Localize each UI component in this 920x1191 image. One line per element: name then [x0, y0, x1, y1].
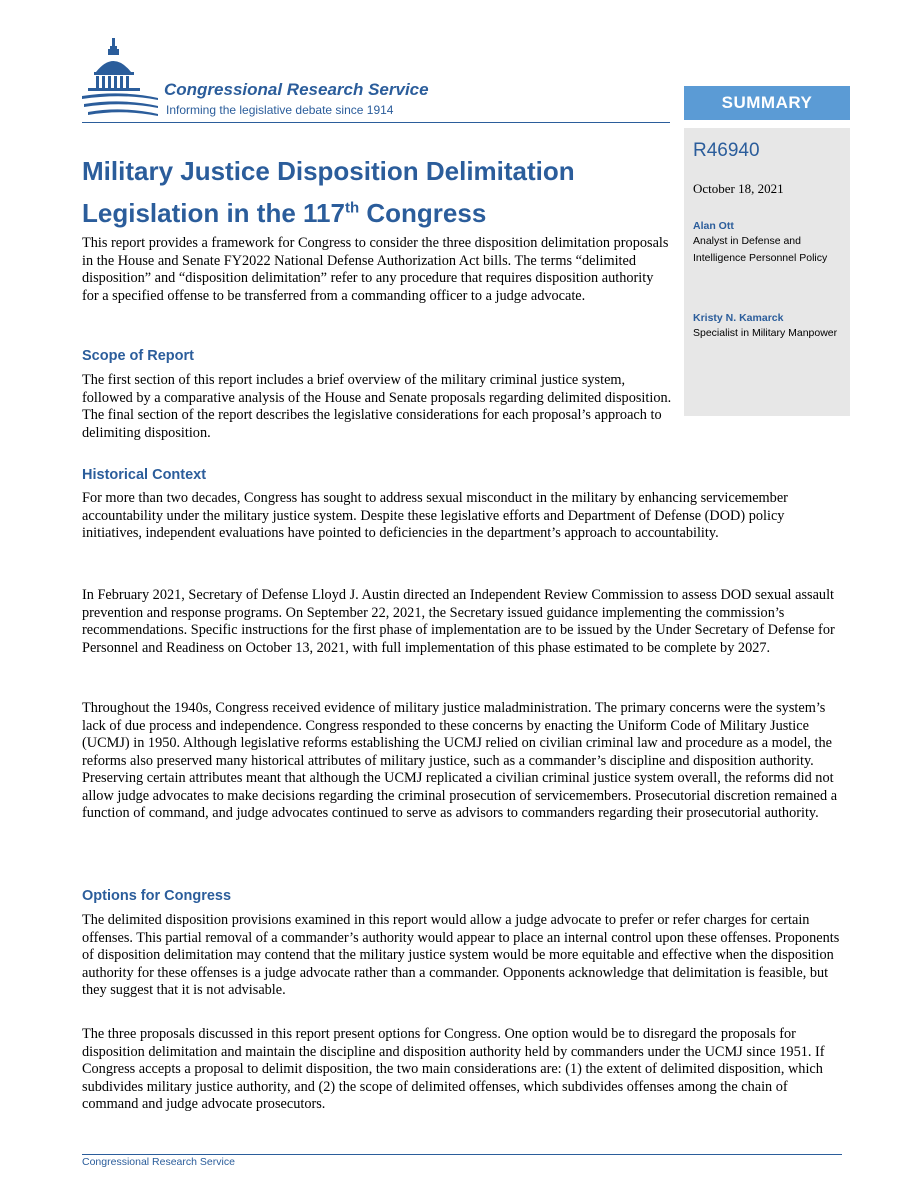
options-paragraph-2: The three proposals discussed in this report present options for Congress. One option would be to disregard the proposals for disposition delimitation and maintain the discipline and disposition authority held by commanders under the UCMJ since 1951. If Congress accepts a proposal to delimit disposition, the two main considerations are: (1) the extent of delimited disposition, which subdivides military justice authority, and (2) the scope of delimited offenses, which subdivides offenses among the chain of command and judge advocate prosecutors.	[82, 1026, 825, 1112]
historical-paragraph-2: In February 2021, Secretary of Defense Lloyd J. Austin directed an Independent Review Commission to assess DOD sexual assault prevention and response programs. On September 22, 2021, the Secretary issued guidance implementing the commission’s recommendations. Specific instructions for the first phase of implementation are to be issued by the Under Secretary of Defense for Personnel and Readiness on October 13, 2021, with full implementation of this phase estimated to be complete by 2027.	[82, 587, 835, 656]
footer-org-name: Congressional Research Service	[82, 1156, 235, 1168]
summary-label: SUMMARY	[684, 86, 850, 120]
capitol-dome-icon	[82, 36, 158, 122]
header-divider	[82, 122, 670, 123]
section-heading-scope: Scope of Report	[82, 348, 194, 364]
historical-paragraph-1: For more than two decades, Congress has sought to address sexual misconduct in the military by enhancing servicemember accountability under the military justice system. Despite these legislative efforts and Department of Defense (DOD) policy initiatives, independent evaluations have pointed to deficiencies in the department’s approach to accountability.	[82, 490, 788, 541]
summary-sidebar	[684, 128, 850, 416]
crs-logo	[82, 36, 482, 122]
report-date: October 18, 2021	[693, 181, 784, 196]
title-main: Military Justice Disposition Delimitation Legislation in the 117	[82, 156, 575, 228]
title-superscript: th	[344, 199, 360, 217]
author-name: Kristy N. Kamarck	[693, 312, 784, 324]
author-title: Analyst in Defense and Intelligence Personnel Policy	[693, 235, 828, 264]
footer-divider	[82, 1154, 842, 1155]
title-suffix: Congress	[359, 198, 487, 228]
report-title	[82, 150, 672, 234]
author-title: Specialist in Military Manpower	[693, 327, 838, 339]
org-name: Congressional Research Service	[164, 80, 429, 99]
report-number: R46940	[693, 140, 760, 161]
intro-paragraph: This report provides a framework for Congress to consider the three disposition delimitation proposals in the House and Senate FY2022 National Defense Authorization Act bills. The terms “delimited disposition” and “disposition delimitation” refer to any procedure that requires disposition authority for a specified offense to be transferred from a commanding officer to a judge advocate.	[82, 235, 669, 304]
section-heading-historical: Historical Context	[82, 467, 207, 483]
scope-paragraph: The first section of this report includes a brief overview of the military criminal justice system, followed by a comparative analysis of the House and Senate proposals regarding delimited disposition. The final section of the report describes the legislative considerations for each proposal’s approach to delimiting disposition.	[82, 372, 672, 441]
author-name: Alan Ott	[693, 220, 734, 232]
section-heading-options: Options for Congress	[82, 888, 232, 904]
historical-paragraph-3: Throughout the 1940s, Congress received evidence of military justice maladministration. The primary concerns were the system’s lack of due process and independence. Congress responded to these concerns by enacting the Uniform Code of Military Justice (UCMJ) in 1950. Although legislative reforms establishing the UCMJ relied on civilian criminal law and procedure as a model, the reforms also preserved many historical attributes of military justice, such as a commander’s discipline and disposition authority. Preserving certain attributes meant that although the UCMJ replicated a civilian criminal justice system overall, the reforms did not allow judge advocates to make decisions regarding the criminal prosecution of servicemembers. Prosecutorial discretion remained a function of command, and judge advocates continued to serve as advisors to commanders regarding their prosecutorial authority.	[82, 700, 838, 821]
org-tagline: Informing the legislative debate since 1914	[166, 103, 394, 117]
options-paragraph-1: The delimited disposition provisions examined in this report would allow a judge advocate to prefer or refer charges for certain offenses. This partial removal of a commander’s authority would appear to place an internal control upon these offenses. Proponents of disposition delimitation may contend that the military justice system would be more equitable and effective when the disposition authority for these offenses is a judge advocate rather than a commander. Opponents acknowledge that delimitation is feasible, but they suggest that it is not advisable.	[82, 912, 840, 998]
